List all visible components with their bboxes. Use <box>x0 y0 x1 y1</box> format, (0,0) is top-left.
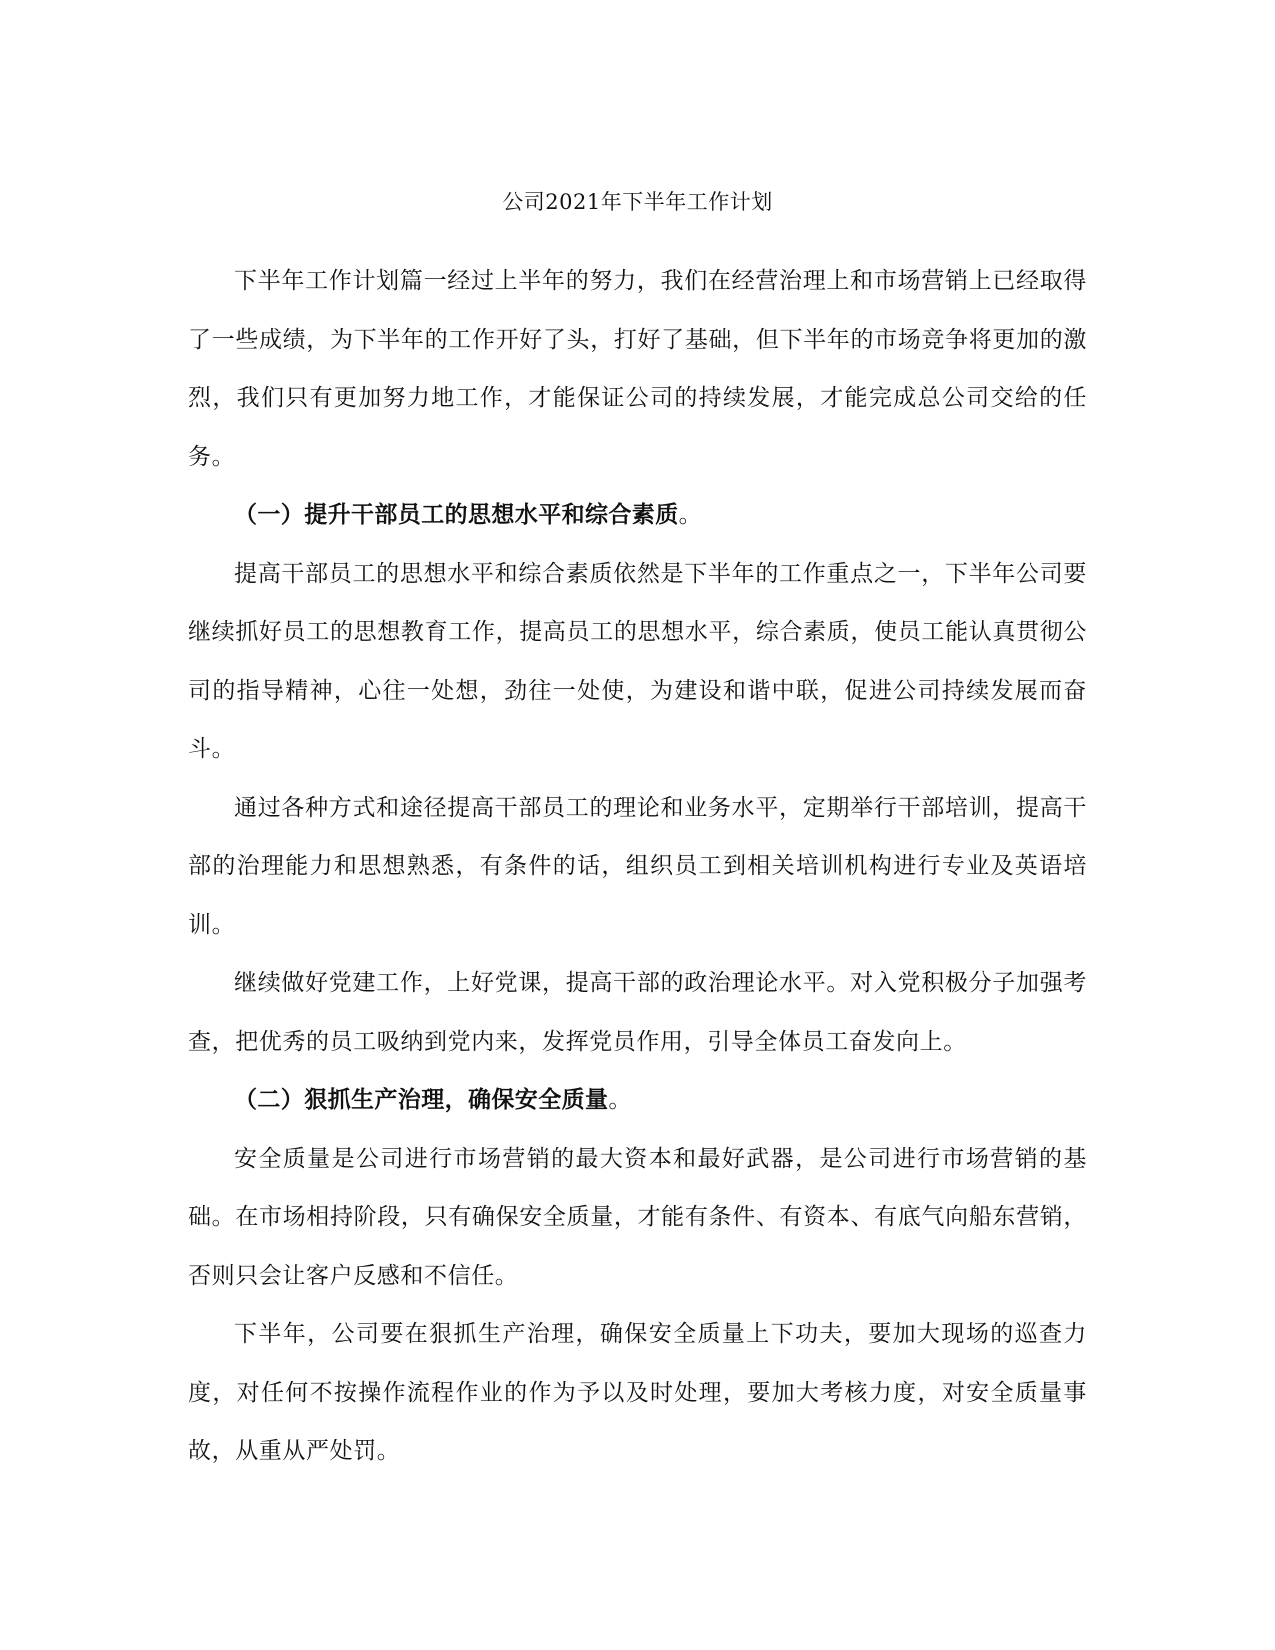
section-heading-1 <box>188 486 1087 545</box>
section-heading-2-tail: 。 <box>608 1087 632 1113</box>
paragraph-section2-1: 安全质量是公司进行市场营销的最大资本和最好武器，是公司进行市场营销的基础。在市场相持阶段，只有确保安全质量，才能有条件、有资本、有底气向船东营销，否则只会让客户反感和不信任。 <box>188 1145 1087 1289</box>
paragraph-section2-2: 下半年，公司要在狠抓生产治理，确保安全质量上下功夫，要加大现场的巡查力度，对任何不按操作流程作业的作为予以及时处理，要加大考核力度，对安全质量事故，从重从严处罚。 <box>188 1321 1087 1464</box>
paragraph-section1-2: 通过各种方式和途径提高干部员工的理论和业务水平，定期举行干部培训，提高干部的治理能力和思想熟悉，有条件的话，组织员工到相关培训机构进行专业及英语培训。 <box>188 794 1087 938</box>
section-heading-2 <box>188 1071 1087 1130</box>
document-title: 公司2021年下半年工作计划 <box>502 190 773 214</box>
section-heading-1-tail: 。 <box>678 502 702 528</box>
paragraph-section1-3: 继续做好党建工作，上好党课，提高干部的政治理论水平。对入党积极分子加强考查，把优秀的员工吸纳到党内来，发挥党员作用，引导全体员工奋发向上。 <box>188 970 1087 1055</box>
document-body <box>188 252 1087 1481</box>
section-heading-2-text: （二）狠抓生产治理，确保安全质量 <box>234 1087 609 1113</box>
paragraph-intro: 下半年工作计划篇一经过上半年的努力，我们在经营治理上和市场营销上已经取得了一些成绩，为下半年的工作开好了头，打好了基础，但下半年的市场竞争将更加的激烈，我们只有更加努力地工作，才能保证公司的持续发展，才能完成总公司交给的任务。 <box>188 268 1087 470</box>
paragraph-section1-1: 提高干部员工的思想水平和综合素质依然是下半年的工作重点之一，下半年公司要继续抓好员工的思想教育工作，提高员工的思想水平，综合素质，使员工能认真贯彻公司的指导精神，心往一处想，劲往一处使，为建设和谐中联，促进公司持续发展而奋斗。 <box>188 560 1087 762</box>
section-heading-1-text: （一）提升干部员工的思想水平和综合素质 <box>234 502 679 528</box>
